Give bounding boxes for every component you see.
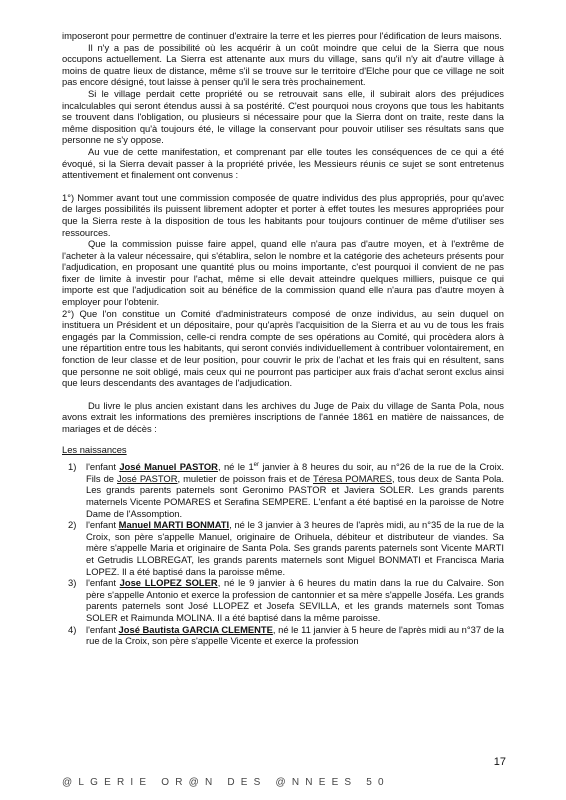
item-text: , né le 3 janvier à 3 heures de l'après midi, au n°35 de la rue de la Croix, son père s'appelle Manuel, originaire de Orihuela, débiteur et distributeur de viandes. Sa mère s'appelle Maria et originaire de Santa Pola. Ses grands parents paternels sont Vicente MARTI et Getrudis LLOBREGAT, les grands parents maternels sont Miguel BONMATI et Francisca Maria LOPEZ. Il a été baptisé dans la paroisse même. xyxy=(86,519,505,577)
item-number: 2) xyxy=(68,519,77,531)
item-text: l'enfant xyxy=(86,461,120,473)
father-name: José PASTOR xyxy=(117,472,178,484)
list-item xyxy=(68,577,505,623)
document-body xyxy=(62,30,504,647)
item-text: l'enfant xyxy=(86,577,120,589)
list-item xyxy=(68,461,505,519)
paragraph-5: 1°) Nommer avant tout une commission composée de quatre individus des plus appropriés, pour qu'avec de larges possibilités ils puissent librement adopter et porter à effet toutes les mesures appropriées pour que la Sierra reste à la disposition de tous les habitants pour toujours continuer de même d'utiliser ses ressources. xyxy=(62,191,504,238)
child-name: Jose LLOPEZ SOLER xyxy=(119,577,218,589)
child-name: José Manuel PASTOR xyxy=(119,461,218,473)
paragraph-6: Que la commission puisse faire appel, quand elle n'aura pas d'autre moyen, et à l'extrême de l'acheter à la valeur nécessaire, qui s'établira, selon le nombre et la catégorie des acheteurs présents pour l'adjudication, en proposant une quantité plus ou moins importante, c'est pourquoi il convient de ne pas fixer de limite à investir pour l'achat, même si elle devait atteindre quelques milliers, puisque ce qui importe est que l'adjudication soit au bénéfice de la commission quand elle n'aura pas d'autre moyen à employer pour l'obtenir. xyxy=(62,238,504,308)
paragraph-8: Du livre le plus ancien existant dans les archives du Juge de Paix du village de Santa Pola, nous avons extrait les informations des premières inscriptions de l'année 1861 en matière de naissances, de mariages et de décès : xyxy=(62,399,504,434)
item-text: l'enfant xyxy=(86,623,119,635)
births-list xyxy=(62,461,504,647)
item-text: , né le 9 janvier à 6 heures du matin dans la rue du Calvaire. Son père s'appelle Antonio et exerce la profession de cantonnier et sa mère s'appelle Joséfa. Les grands parents paternels sont José LLOPEZ et Josefa SEVILLA, et les grands maternels sont Tomas SOLER et Raimunda MOLINA. Il a été baptisé dans la même paroisse. xyxy=(86,577,505,623)
item-number: 1) xyxy=(68,461,77,473)
superscript: er xyxy=(253,462,260,469)
section-title: Les naissances xyxy=(62,443,127,455)
child-name: Manuel MARTI BONMATI xyxy=(118,519,230,531)
list-item xyxy=(68,519,505,577)
item-text: , tous deux de Santa Pola. Les grands parents paternels sont Geronimo PASTOR et Javiera SOLER. Les grands parents maternels Vicente POMARES et Serafina SEMPERE. L'enfant a été baptisé en la paroisse de Notre Dame de l'Assomption. xyxy=(86,472,504,519)
page-number: 17 xyxy=(493,756,506,768)
paragraph-3: Si le village perdait cette propriété ou se retrouvait sans elle, il subirait alors des préjudices incalculables qui seront étendus aussi à sa postérité. C'est pourquoi nous croyons que tous les habitants se trouvent dans l'obligation, ou plusieurs si nécessaire pour que la Sierra dont on traite, reste dans la même disposition qu'à toujours été, le village la conservant pour pouvoir utiliser ses résultats sans que personne ne s'y oppose. xyxy=(62,87,504,146)
list-item xyxy=(68,623,504,647)
mother-name: Téresa POMARES xyxy=(312,472,393,484)
child-name: José Bautista GARCIA CLEMENTE xyxy=(118,623,273,635)
paragraph-7: 2°) Que l'on constitue un Comité d'administrateurs composé de onze individus, au sein duquel on instituera un Président et un dépositaire, pour qu'après l'acquisition de la Sierra et au vu de tous les frais engagés par la Commission, celle-ci rendra compte de ses opérations au Comité, qui procèdera alors à une répartition entre tous les habitants, qui seront conviés individuellement à contribuer volontairement, en fonction de leur classe et de leur position, pour couvrir le prix de l'achat et les frais qui en résultent, sans que personne ne soit obligé, mais ceux qui ne pourront pas participer aux frais d'achat seront exclus ainsi que leurs descendants des avantages de l'adjudication. xyxy=(62,307,504,389)
item-text: janvier à 8 heures du soir, au n°26 de la rue de la Croix. Fils de xyxy=(86,461,505,484)
paragraph-1: imposeront pour permettre de continuer d'extraire la terre et les pierres pour l'édification de leurs maisons. xyxy=(62,30,502,41)
paragraph-2: Il n'y a pas de possibilité où les acquérir à un coût moindre que celui de la Sierra que nous occupons actuellement. La Sierra est attenante aux murs du village, sans qu'il n'y ait d'autre village à moins de quatre lieux de distance, même s'il se trouve sur le territoire d'Elche pour que ce village ne soit pas encore désigné, tout laisse à penser qu'il le sera très prochainement. xyxy=(62,41,504,88)
item-number: 3) xyxy=(68,577,77,589)
item-text: l'enfant xyxy=(86,519,119,531)
item-text: , muletier de poisson frais et de xyxy=(177,472,313,484)
item-number: 4) xyxy=(68,623,77,635)
item-text: , né le 1 xyxy=(217,461,254,473)
paragraph-4: Au vue de cette manifestation, et comprenant par elle toutes les conséquences de ce qui a été évoqué, si la Sierra devait passer à la propriété privée, les Messieurs réunis ce sujet se sont entretenus attentivement et finalement ont convenus : xyxy=(62,145,504,181)
page-footer: @LGERIE OR@N DES @NNEES 50 xyxy=(62,777,390,788)
item-text: , né le 11 janvier à 5 heure de l'après midi au n°37 de la rue de la Croix, son père s'appelle Vicente et exerce la profession xyxy=(86,623,504,647)
